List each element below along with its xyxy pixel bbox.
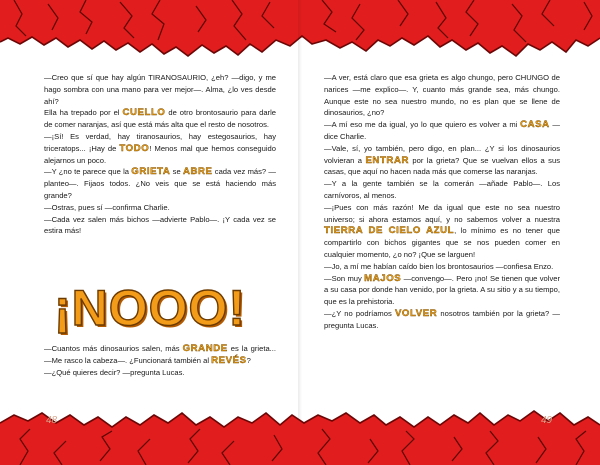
paragraph-text: es la grieta... —Me rasco la cabeza—. ¿Funcionará también al bbox=[44, 344, 276, 365]
paragraph-text: —convengo—. Pero ¡no! Se tienen que volver a su casa por donde han venido, por la grieta. A su sitio y a su tiempo, que es la prehistoria. bbox=[324, 273, 560, 307]
paragraph bbox=[44, 107, 276, 131]
paragraph bbox=[324, 261, 560, 273]
highlighted-word: CUELLO bbox=[122, 107, 166, 119]
paragraph-text: —¿Y no podríamos bbox=[324, 308, 395, 318]
paragraph bbox=[44, 166, 276, 201]
paragraph bbox=[324, 119, 560, 143]
highlighted-word: TIERRA DE CIELO AZUL bbox=[324, 225, 455, 237]
paragraph-text: —¿Qué quieres decir? —pregunta Lucas. bbox=[44, 367, 185, 377]
paragraph-text: —dice Charlie. bbox=[324, 120, 560, 141]
paragraph bbox=[324, 308, 560, 332]
paragraph-text: ! Menos mal que hemos conseguido alejarnos un poco. bbox=[44, 143, 276, 165]
paragraph-text: —¡Sí! Es verdad, hay tiranosaurios, hay estegosaurios, hay triceratops... ¡Hay de bbox=[44, 131, 276, 153]
paragraph-text: —¡Pues con más razón! Me da igual que este no sea nuestro universo; si ahora estamos aquí, y no sabemos volver a nuestra bbox=[324, 202, 560, 224]
paragraph-text: —Ostras, pues sí —confirma Charlie. bbox=[44, 202, 170, 212]
bottom-crack-border-art bbox=[0, 395, 600, 465]
highlighted-word: TODO bbox=[119, 142, 150, 154]
paragraph bbox=[324, 273, 560, 308]
paragraph-text: por la grieta? Que se vuelvan ellos a sus casas, que aquí no hacen nada más que comerse las naranjas. bbox=[324, 155, 560, 177]
highlighted-word: MAJOS bbox=[364, 272, 402, 284]
right-page-text bbox=[324, 72, 560, 332]
highlighted-word: VOLVER bbox=[394, 307, 438, 319]
highlighted-word: REVÉS bbox=[211, 354, 247, 366]
paragraph bbox=[324, 72, 560, 119]
paragraph-text: —Jo, a mí me habían caído bien los brontosaurios —confiesa Enzo. bbox=[324, 261, 554, 271]
paragraph bbox=[44, 202, 276, 214]
paragraph-text: Ella ha trepado por el bbox=[44, 108, 123, 118]
paragraph-text: —Y a la gente también se la comerán —añade Pablo—. Los carnívoros, al menos. bbox=[324, 179, 560, 200]
paragraph-text: —A mí eso me da igual, yo lo que quiero es volver a mi bbox=[324, 120, 521, 130]
highlighted-word: ENTRAR bbox=[365, 154, 410, 166]
paragraph bbox=[44, 343, 276, 367]
page-number-left: 48 bbox=[46, 415, 58, 426]
paragraph-text: —Son muy bbox=[324, 273, 365, 283]
paragraph bbox=[324, 178, 560, 202]
paragraph-text: —Y ¿no te parece que la bbox=[44, 167, 132, 177]
highlighted-word: ABRE bbox=[182, 166, 213, 178]
paragraph-text: —Cuantos más dinosaurios salen, más bbox=[44, 344, 183, 353]
paragraph-text: —Cada vez salen más bichos —advierte Pablo—. ¡Y cada vez se estira más! bbox=[44, 214, 276, 236]
paragraph-text: —A ver, está claro que esa grieta es algo chungo, pero CHUNGO de narices —me explico—. Y, cuanto más grande sea, más chungo. Aunque este no sea nuestro mundo, no es plan que se llene de dinosaurios, ¿no? bbox=[324, 73, 560, 118]
paragraph bbox=[44, 72, 276, 107]
paragraph-text: —Creo que sí que hay algún TIRANOSAURIO, ¿eh? —digo, y me hago sombra con una mano para ver mejor—. Alma, ¿lo ves desde ahí? bbox=[44, 73, 276, 106]
paragraph-text: cada vez más? —planteo—. Fijaos todos. ¿No veis que se está haciendo más grande? bbox=[44, 167, 276, 200]
left-page-text bbox=[44, 72, 276, 237]
highlighted-word: GRIETA bbox=[131, 166, 171, 178]
nooo-exclamation: ¡NOOO! bbox=[54, 280, 247, 336]
paragraph bbox=[44, 367, 276, 379]
paragraph-text: —Vale, sí, yo también, pero digo, en plan... ¿Y si los dinosaurios volvieran a bbox=[324, 143, 560, 165]
bottom-crack-border bbox=[0, 395, 600, 465]
left-page-lower-text bbox=[44, 343, 276, 378]
highlighted-word: CASA bbox=[520, 119, 550, 131]
paragraph-text: ? bbox=[246, 355, 251, 365]
paragraph bbox=[44, 214, 276, 238]
paragraph-text: se bbox=[170, 167, 183, 177]
paragraph-text: , lo mínimo es no tener que compartirlo con bichos gigantes que se nos pueden comer en cualquier momento, ¿o no? ¡Que se larguen! bbox=[324, 226, 560, 259]
paragraph bbox=[324, 202, 560, 261]
paragraph bbox=[324, 143, 560, 178]
paragraph-text: nosotros también por la grieta? —pregunta Lucas. bbox=[324, 308, 560, 330]
paragraph-text: de otro brontosaurio para darle de comer naranjas, así que está más alta que el resto de nosotros. bbox=[44, 108, 276, 130]
page-number-right: 49 bbox=[541, 415, 553, 426]
highlighted-word: GRANDE bbox=[182, 343, 228, 354]
paragraph bbox=[44, 131, 276, 166]
